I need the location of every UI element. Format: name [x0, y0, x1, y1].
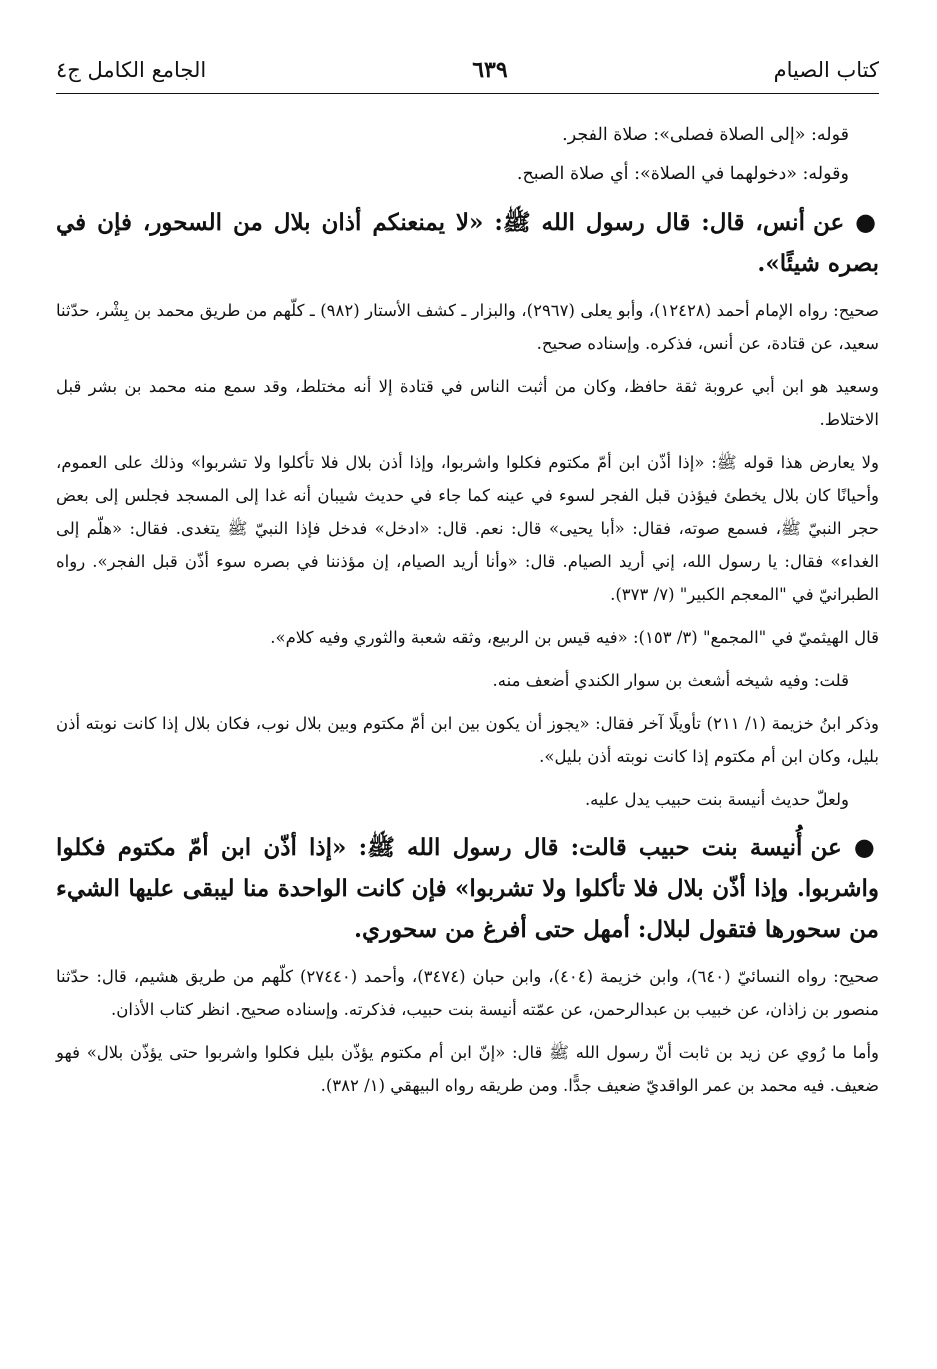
takhrij-paragraph: صحيح: رواه الإمام أحمد (١٢٤٢٨)، وأبو يعلى (٢٩٦٧)، والبزار ـ كشف الأستار (٩٨٢) ـ كلّهم من طريق محمد بن بِشْر، حدّثنا سعيد، عن قتادة، عن أنس، فذكره. وإسناده صحيح. [56, 301, 879, 353]
commentary-paragraph: وأما ما رُوي عن زيد بن ثابت أنّ رسول الله ﷺ قال: «إنّ ابن أم مكتوم يؤذّن بليل فكلوا واشربوا حتى يؤذّن بلال» فهو ضعيف. فيه محمد بن عمر الواقديّ ضعيف جدًّا. ومن طريقه رواه البيهقي (١/ ٣٨٢). [56, 1043, 879, 1095]
header-book-title: الجامع الكامل ج٤ [56, 57, 207, 82]
running-header [56, 52, 879, 88]
commentary-paragraph: وسعيد هو ابن أبي عروبة ثقة حافظ، وكان من أثبت الناس في قتادة إلا أنه مختلط، وقد سمع منه محمد بن بشر قبل الاختلاط. [56, 377, 879, 429]
commentary-paragraph: قلت: وفيه شيخه أشعث بن سوار الكندي أضعف منه. [492, 671, 849, 690]
bullet-icon: ● [853, 832, 879, 861]
commentary-paragraph: وقوله: «دخولهما في الصلاة»: أي صلاة الصبح. [516, 164, 849, 184]
header-chapter-title: كتاب الصيام [773, 57, 879, 82]
header-rule [56, 93, 879, 94]
commentary-paragraph: قوله: «إلى الصلاة فصلى»: صلاة الفجر. [562, 125, 849, 145]
commentary-paragraph: ولا يعارض هذا قوله ﷺ: «إذا أذّن ابن أمّ مكتوم فكلوا واشربوا، وإذا أذن بلال فلا تأكلوا ولا تشربوا» وذلك على العموم، وأحيانًا كان بلال يخطئ فيؤذن قبل الفجر لسوء في عينه كما جاء في حديث شيبان أنه غدا إلى المسجد فجلس إلى بعض حجر النبيّ ﷺ، فسمع صوته، فقال: «أبا يحيى» قال: نعم. قال: «ادخل» فدخل فإذا النبيّ ﷺ يتغدى. فقال: «هلّم إلى الغداء» فقال: يا رسول الله، إني أريد الصيام. قال: «وأنا أريد الصيام، إن مؤذننا في بصره سوء أذّن قبل الفجر». رواه الطبرانيّ في "المعجم الكبير" (٧/ ٣٧٣). [56, 453, 879, 604]
bullet-icon: ● [855, 207, 879, 236]
hadith-text [56, 201, 879, 284]
hadith-body: عن أُنيسة بنت حبيب قالت: قال رسول الله ﷺ: «إذا أذّن ابن أمّ مكتوم فكلوا واشربوا. وإذا أذّن بلال فلا تأكلوا ولا تشربوا» فإن كانت الواحدة منا ليبقى عليها الشيء من سحورها فتقول لبلال: أمهل حتى أفرغ من سحوري. [56, 834, 879, 943]
page-number: ٦٣٩ [472, 57, 508, 83]
takhrij-paragraph: صحيح: رواه النسائيّ (٦٤٠)، وابن خزيمة (٤٠٤)، وابن حبان (٣٤٧٤)، وأحمد (٢٧٤٤٠) كلّهم من طريق هشيم، قال: حدّثنا منصور بن زاذان، عن خبيب بن عبدالرحمن، عن عمّته أنيسة بنت حبيب، فذكرته. وإسناده صحيح. انظر كتاب الأذان. [56, 967, 879, 1019]
commentary-paragraph: وذكر ابنُ خزيمة (١/ ٢١١) تأويلًا آخر فقال: «يجوز أن يكون بين ابن أمّ مكتوم وبين بلال نوب، فكان بلال إذا كانت نوبته أذن بليل، وكان ابن أم مكتوم إذا كانت نوبته أذن بليل». [56, 714, 879, 766]
page-body [56, 118, 879, 1112]
hadith-text [56, 826, 879, 950]
commentary-paragraph: ولعلّ حديث أنيسة بنت حبيب يدل عليه. [584, 790, 849, 809]
hadith-body: عن أنس، قال: قال رسول الله ﷺ: «لا يمنعنكم أذان بلال من السحور، فإن في بصره شيئًا». [56, 209, 879, 277]
commentary-paragraph: قال الهيثميّ في "المجمع" (٣/ ١٥٣): «فيه قيس بن الربيع، وثقه شعبة والثوري وفيه كلام». [270, 628, 879, 647]
